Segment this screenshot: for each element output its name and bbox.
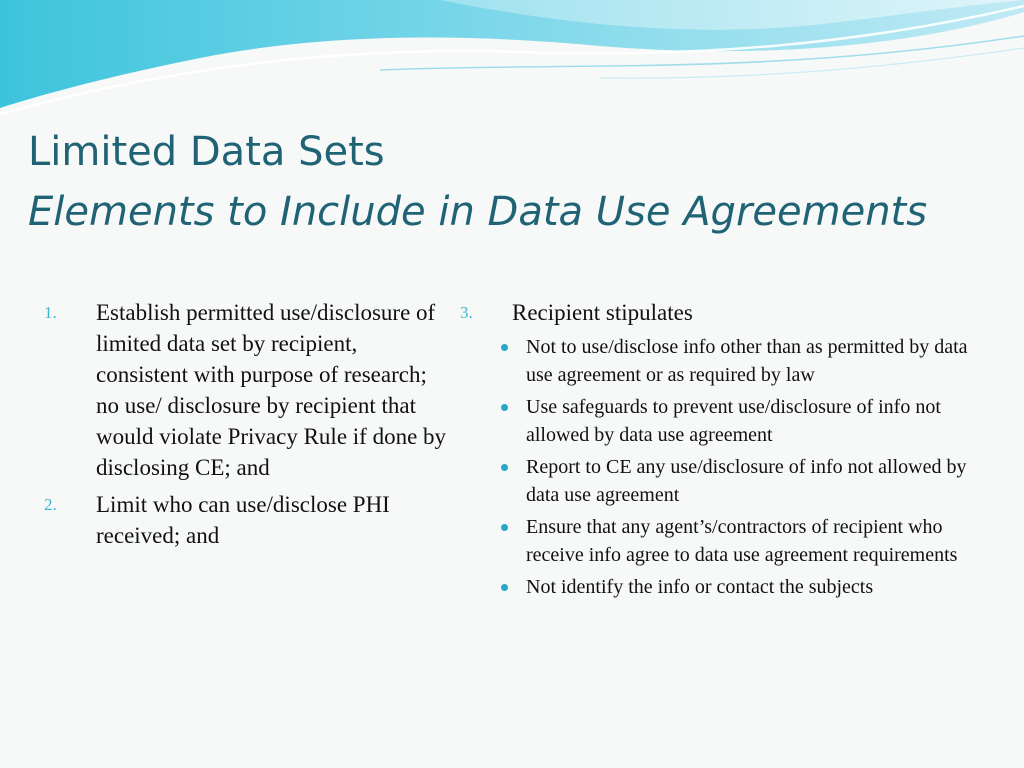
- list-item: [44, 489, 454, 551]
- bullet-text: Not to use/disclose info other than as permitted by data use agreement or as required by law: [526, 336, 968, 386]
- list-item: [44, 297, 454, 483]
- stipulations-bullet-list: [460, 334, 980, 602]
- bullet-text: Report to CE any use/disclosure of info not allowed by data use agreement: [526, 456, 967, 506]
- right-column: [460, 297, 980, 607]
- bullet-text: Not identify the info or contact the subjects: [526, 576, 874, 598]
- left-numbered-list: [44, 297, 454, 557]
- bullet-item: [460, 454, 980, 509]
- title-subtitle: Elements to Include in Data Use Agreements: [28, 189, 928, 235]
- item-number: 2.: [44, 495, 57, 514]
- item-number: 3.: [460, 303, 473, 322]
- bullet-text: Ensure that any agent’s/contractors of recipient who receive info agree to data use agreement requirements: [526, 516, 958, 566]
- bullet-item: [460, 574, 980, 602]
- item-number: 1.: [44, 303, 57, 322]
- bullet-item: [460, 514, 980, 569]
- item-text: Limit who can use/disclose PHI received; and: [96, 492, 390, 548]
- bullet-dot-icon: [501, 584, 508, 591]
- bullet-item: [460, 334, 980, 389]
- bullet-dot-icon: [501, 464, 508, 471]
- item-text: Establish permitted use/disclosure of limited data set by recipient, consistent with purpose of research; no use/ disclosure by recipient that would violate Privacy Rule if done by disclosing CE; and: [96, 300, 447, 480]
- bullet-dot-icon: [501, 404, 508, 411]
- bullet-dot-icon: [501, 344, 508, 351]
- bullet-dot-icon: [501, 524, 508, 531]
- list-item: [460, 297, 980, 328]
- title-main: Limited Data Sets: [28, 129, 385, 175]
- item-text: Recipient stipulates: [512, 300, 693, 325]
- header-wave-decoration: [0, 0, 1024, 120]
- bullet-item: [460, 394, 980, 449]
- slide-title: [28, 122, 927, 242]
- bullet-text: Use safeguards to prevent use/disclosure of info not allowed by data use agreement: [526, 396, 941, 446]
